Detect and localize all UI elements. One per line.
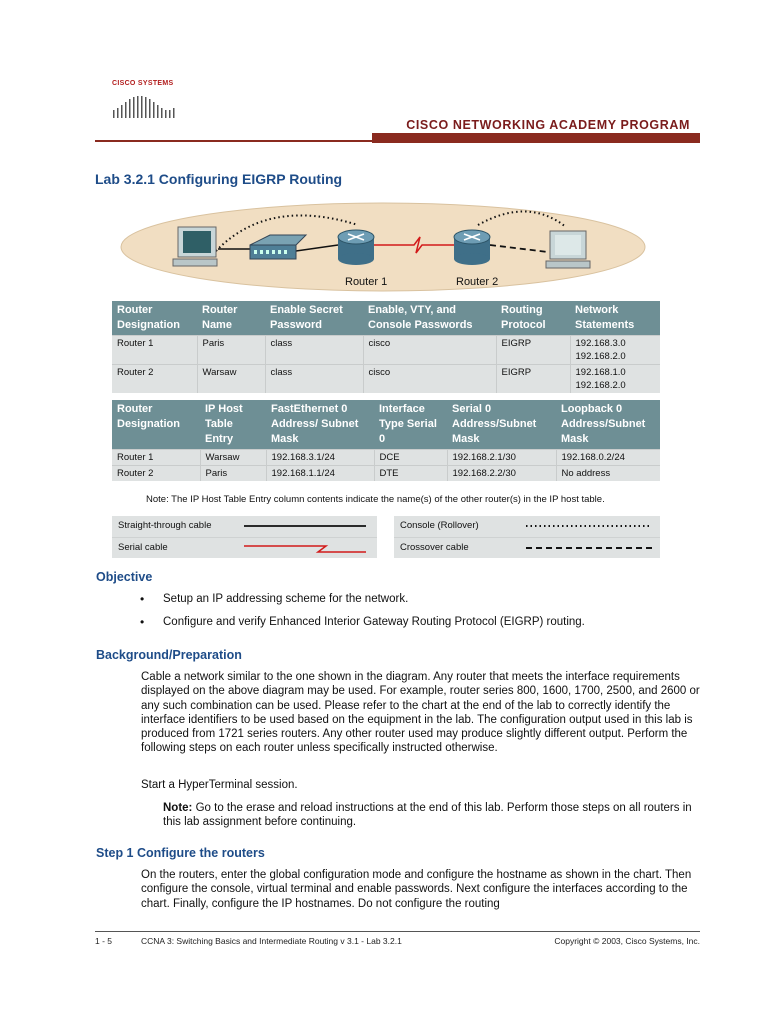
table-cell: Warsaw	[200, 450, 266, 466]
router-config-table	[112, 301, 660, 393]
table-cell: 192.168.2.2/30	[447, 466, 556, 482]
table-cell: DCE	[374, 450, 447, 466]
table-cell: 192.168.3.1/24	[266, 450, 374, 466]
background-paragraph: Cable a network similar to the one shown in the diagram. Any router that meets the interface requirements displayed on the above diagram may be used. For example, router series 800, 1600, 1700, 2500, and 2600 or any such combination can be used. Please refer to the chart at the end of the lab to correctly identify the interface identifiers to be used based on the equipment in the lab. The configuration output used in this lab is produced from 1721 series routers. Any other router used may produce slightly different output. Perform the following steps on each router unless specifically instructed otherwise.	[141, 671, 700, 755]
table-row	[112, 365, 660, 394]
table-cell: class	[265, 365, 363, 394]
table-cell: DTE	[374, 466, 447, 482]
table-cell: cisco	[363, 336, 496, 365]
table-header-cell: IP Host Table Entry	[200, 400, 266, 450]
background-heading: Background/Preparation	[96, 648, 242, 662]
table-cell: Router 1	[112, 450, 200, 466]
legend-label: Serial cable	[118, 542, 168, 553]
objective-heading: Objective	[96, 570, 153, 584]
objective-list	[140, 593, 680, 639]
cable-legend-left	[112, 516, 377, 558]
table-cell: class	[265, 336, 363, 365]
header-rule-thin	[95, 140, 700, 142]
pc-left-icon	[173, 227, 217, 266]
table-cell: EIGRP	[496, 336, 570, 365]
list-item: • Configure and verify Enhanced Interior Gateway Routing Protocol (EIGRP) routing.	[140, 616, 680, 639]
table-cell: 192.168.1.1/24	[266, 466, 374, 482]
table-header-cell: Network Statements	[570, 301, 660, 336]
footer-page-number: 1 - 5	[95, 936, 113, 946]
router2-label: Router 2	[456, 276, 499, 288]
topology-diagram	[118, 197, 648, 293]
table-header-cell: Interface Type Serial 0	[374, 400, 447, 450]
table-row	[112, 466, 660, 482]
router1-icon	[338, 230, 374, 265]
straight-cable-icon	[244, 521, 366, 531]
start-paragraph: Start a HyperTerminal session.	[141, 779, 298, 791]
footer-course: CCNA 3: Switching Basics and Intermediate Routing v 3.1 - Lab 3.2.1	[141, 936, 402, 946]
table-cell: 192.168.0.2/24	[556, 450, 660, 466]
router1-label: Router 1	[345, 276, 388, 288]
table-cell: cisco	[363, 365, 496, 394]
table-cell: No address	[556, 466, 660, 482]
footer-rule	[95, 931, 700, 932]
interface-config-table	[112, 400, 660, 481]
table-cell: Router 2	[112, 466, 200, 482]
table-cell: 192.168.1.0 192.168.2.0	[570, 365, 660, 394]
legend-label: Console (Rollover)	[400, 520, 479, 531]
table-header-cell: Serial 0 Address/Subnet Mask	[447, 400, 556, 450]
table-note: Note: The IP Host Table Entry column contents indicate the name(s) of the other router(s) in the IP host table.	[146, 494, 605, 505]
table-cell: Paris	[197, 336, 265, 365]
note-text: Go to the erase and reload instructions at the end of this lab. Perform those steps on all routers in this lab assignment before continuing.	[163, 802, 692, 829]
router2-icon	[454, 230, 490, 265]
table-cell: Router 1	[112, 336, 197, 365]
table-header-cell: Enable Secret Password	[265, 301, 363, 336]
logo-text: CISCO SYSTEMS	[112, 80, 174, 87]
lab-title: Lab 3.2.1 Configuring EIGRP Routing	[95, 171, 343, 187]
table-row	[112, 336, 660, 365]
table-header-cell: Enable, VTY, and Console Passwords	[363, 301, 496, 336]
pc-right-icon	[546, 231, 590, 268]
legend-row-straight	[112, 516, 377, 538]
table-header-cell: FastEthernet 0 Address/ Subnet Mask	[266, 400, 374, 450]
table-header-row	[112, 301, 660, 336]
note-paragraph	[163, 801, 703, 830]
legend-label: Crossover cable	[400, 542, 469, 553]
legend-label: Straight-through cable	[118, 520, 212, 531]
table-header-cell: Routing Protocol	[496, 301, 570, 336]
table-header-row	[112, 400, 660, 450]
cisco-bridge-icon	[112, 88, 182, 118]
table-header-cell: Router Designation	[112, 301, 197, 336]
console-cable-icon	[526, 521, 652, 531]
table-cell: 192.168.2.1/30	[447, 450, 556, 466]
note-label: Note:	[163, 802, 193, 814]
list-item: • Setup an IP addressing scheme for the network.	[140, 593, 680, 616]
cable-legend-right	[394, 516, 660, 558]
cisco-logo	[112, 80, 182, 118]
step1-heading: Step 1 Configure the routers	[96, 846, 265, 860]
legend-row-serial	[112, 538, 377, 559]
legend-row-crossover	[394, 538, 660, 559]
table-row	[112, 450, 660, 466]
serial-cable-icon	[244, 541, 366, 555]
table-cell: Paris	[200, 466, 266, 482]
footer-copyright: Copyright © 2003, Cisco Systems, Inc.	[554, 936, 700, 946]
program-title: CISCO NETWORKING ACADEMY PROGRAM	[406, 118, 690, 132]
table-cell: Router 2	[112, 365, 197, 394]
table-cell: Warsaw	[197, 365, 265, 394]
table-header-cell: Router Designation	[112, 400, 200, 450]
table-cell: EIGRP	[496, 365, 570, 394]
step1-paragraph: On the routers, enter the global configuration mode and configure the hostname as shown in the chart. Then configure the console, virtual terminal and enable passwords. Next configure the interfaces according to the chart. Finally, configure the IP hostnames. Do not configure the routing	[141, 869, 692, 910]
table-cell: 192.168.3.0 192.168.2.0	[570, 336, 660, 365]
legend-row-console	[394, 516, 660, 538]
table-header-cell: Router Name	[197, 301, 265, 336]
table-header-cell: Loopback 0 Address/Subnet Mask	[556, 400, 660, 450]
crossover-cable-icon	[526, 543, 652, 553]
